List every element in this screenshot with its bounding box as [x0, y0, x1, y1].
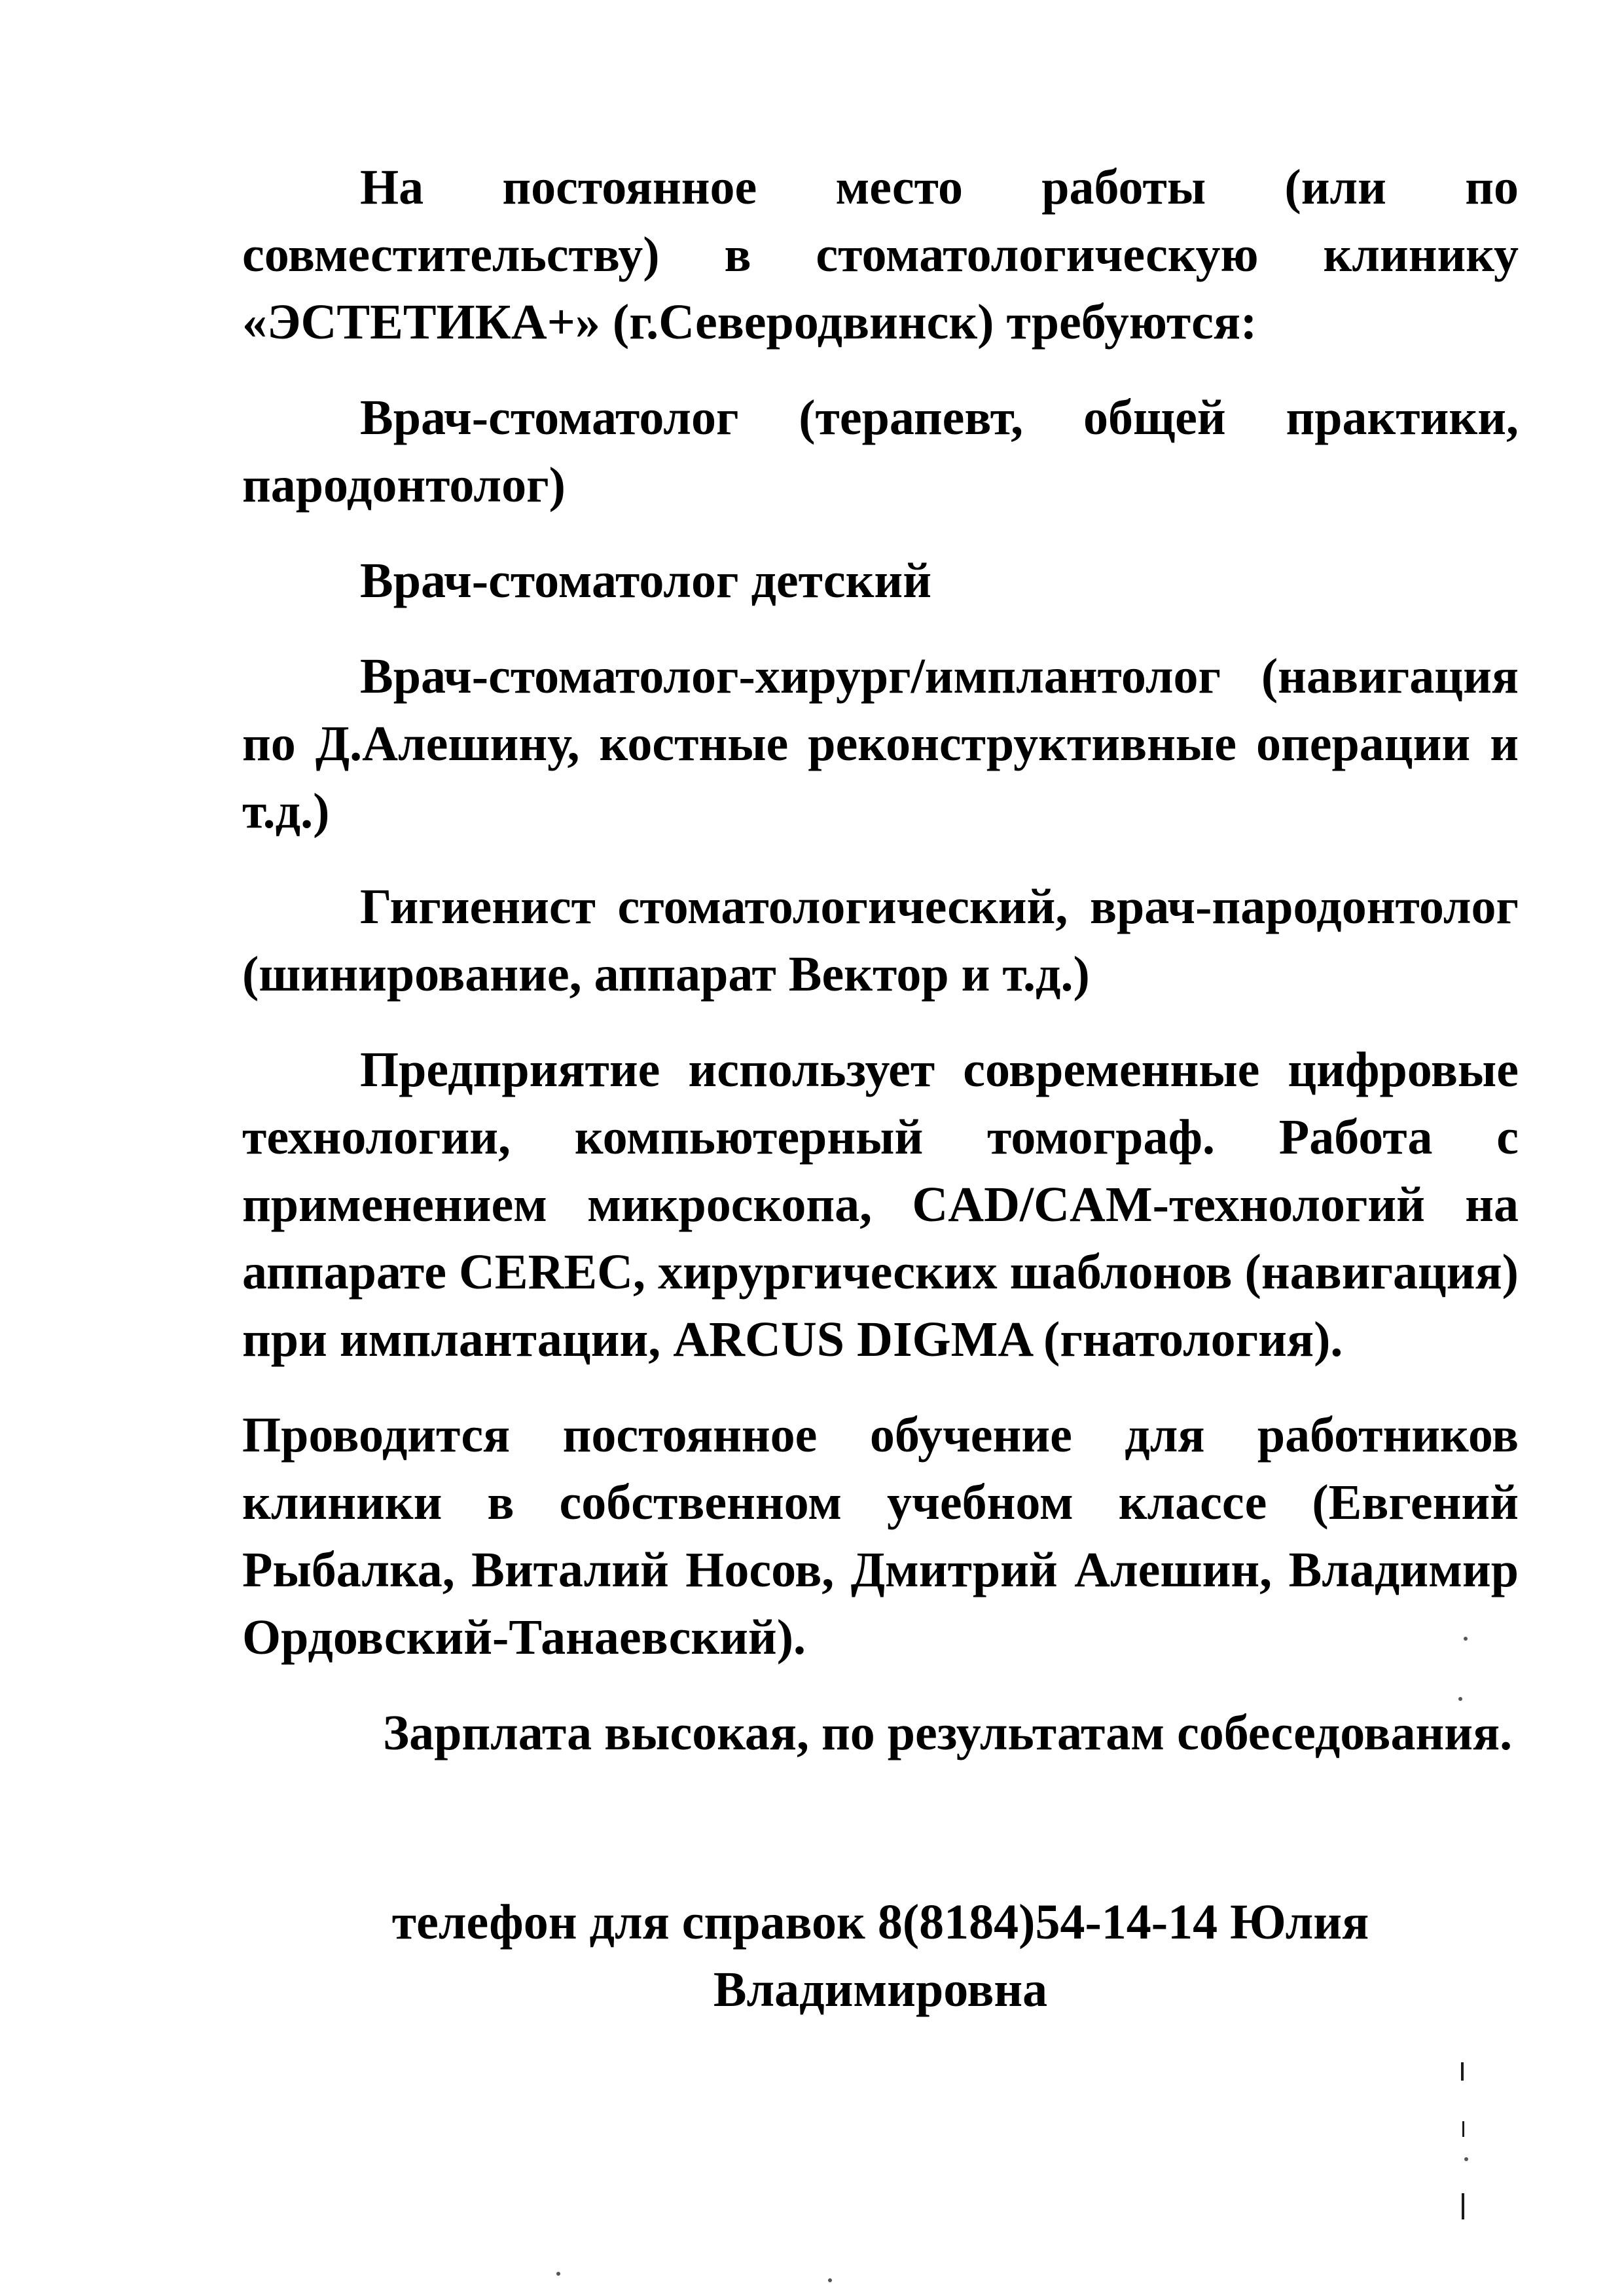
contact-line-2: Владимировна — [713, 1962, 1048, 2017]
technology-paragraph: Предприятие использует современные цифровые технологии, компьютерный томограф. Работа с применением микроскопа, CAD/CAM-технологий на аппарате CEREC, хирургических шаблонов (навигация) при имплантации, ARCUS DIGMA (гнатология). — [242, 1042, 1519, 1367]
scan-artifact-dot — [1464, 1637, 1468, 1641]
scan-artifact-mark — [1461, 2062, 1464, 2081]
document-body — [242, 154, 1519, 1767]
scan-artifact-mark — [1462, 2121, 1464, 2137]
scan-artifact-dot — [1458, 1697, 1462, 1701]
vacancy-pediatric: Врач-стоматолог детский — [360, 553, 931, 608]
scan-artifact-mark — [1462, 2193, 1464, 2219]
scan-artifact-dot — [1464, 2157, 1468, 2161]
salary-paragraph: Зарплата высокая, по результатам собеседования. — [383, 1705, 1513, 1760]
intro-paragraph: На постоянное место работы (или по совместительству) в стоматологическую клинику «ЭСТЕТИКА+» (г.Северодвинск) требуются: — [242, 160, 1519, 350]
vacancy-surgeon: Врач-стоматолог-хирург/имплантолог (навигация по Д.Алешину, костные реконструктивные операции и т.д.) — [242, 649, 1519, 839]
scan-artifact-dot — [556, 2272, 560, 2276]
vacancy-hygienist: Гигиенист стоматологический, врач-пародонтолог (шинирование, аппарат Вектор и т.д.) — [242, 879, 1519, 1002]
contact-line-1: телефон для справок 8(8184)54-14-14 Юлия — [391, 1895, 1369, 1950]
scan-artifact-dot — [828, 2278, 832, 2282]
contact-info — [242, 1889, 1519, 2024]
vacancy-therapist: Врач-стоматолог (терапевт, общей практики, пародонтолог) — [242, 390, 1519, 513]
training-paragraph: Проводится постоянное обучение для работников клиники в собственном учебном классе (Евгений Рыбалка, Виталий Носов, Дмитрий Алешин, Владимир Ордовский-Танаевский). — [242, 1408, 1519, 1665]
